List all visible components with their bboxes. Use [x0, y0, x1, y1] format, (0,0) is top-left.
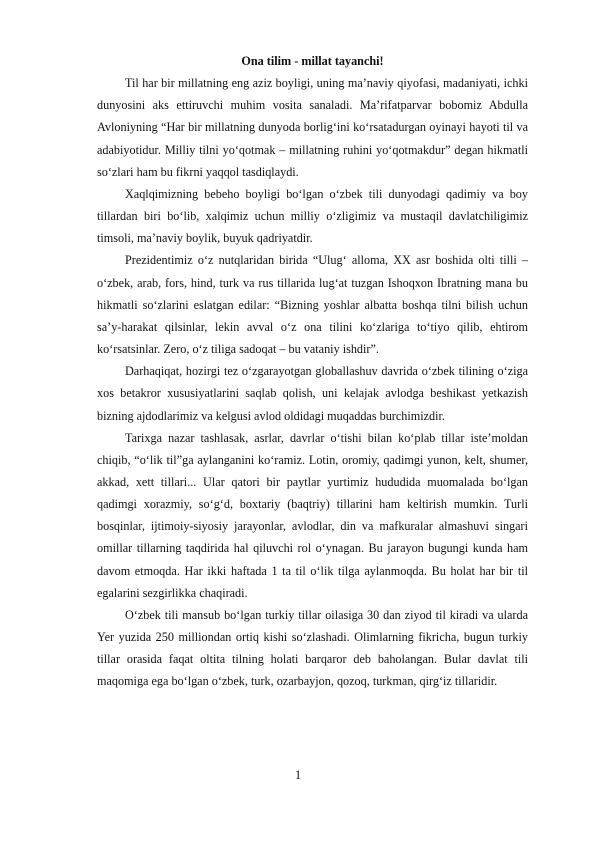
- document-page: [97, 50, 528, 693]
- paragraph-2: Xaqlqimizning bebeho boyligi bo‘lgan o‘zbek tili dunyodagi qadimiy va boy tillardan biri bo‘lib, xalqimiz uchun milliy o‘zligimiz va mustaqil davlatchiligimiz timsoli, ma’naviy boylik, buyuk qadriyatdir.: [97, 186, 528, 246]
- paragraph-3: Prezidentimiz o‘z nutqlaridan birida “Ulug‘ alloma, XX asr boshida olti tilli – o‘zbek, arab, fors, hind, turk va rus tillarida lug‘at tuzgan Ishoqxon Ibratning mana bu hikmatli so‘zlarini eslatgan edilar: “Bizning yoshlar albatta boshqa tilni bilish uchun sa’y-harakat qilsinlar, lekin avval o‘z ona tilini ko‘zlariga to‘tiyo qilib, ehtirom ko‘rsatsinlar. Zero, o‘z tiliga sadoqat – bu vataniy ishdir”.: [97, 253, 528, 357]
- page-number: 1: [294, 768, 302, 782]
- paragraph-5: Tarixga nazar tashlasak, asrlar, davrlar o‘tishi bilan ko‘plab tillar iste’moldan chiqib, “o‘lik til”ga aylanganini ko‘ramiz. Lotin, oromiy, qadimgi yunon, kelt, shumer, akkad, xett tillari... Ular qatori bir paytlar yurtimiz hududida muomalada bo‘lgan qadimgi xorazmiy, so‘g‘d, boxtariy (baqtriy) tillarini ham keltirish mumkin. Turli bosqinlar, ijtimoiy-siyosiy jarayonlar, avlodlar, din va mafkuralar almashuvi singari omillar tillarning taqdirida hal qiluvchi rol o‘ynagan. Bu jarayon bugungi kunda ham davom etmoqda. Har ikki haftada 1 ta til o‘lik tilga aylanmoqda. Bu holat har bir til egalarini sezgirlikka chaqiradi.: [97, 430, 528, 600]
- paragraph-6: O‘zbek tili mansub bo‘lgan turkiy tillar oilasiga 30 dan ziyod til kiradi va ularda Yer yuzida 250 milliondan ortiq kishi so‘zlashadi. Olimlarning fikricha, bugun turkiy tillar orasida faqat oltita tilning holati barqaror deb baholangan. Bular davlat tili maqomiga ega bo‘lgan o‘zbek, turk, ozarbayjon, qozoq, turkman, qirg‘iz tillaridir.: [97, 607, 528, 689]
- document-title: Ona tilim - millat tayanchi!: [241, 54, 384, 68]
- paragraph-4: Darhaqiqat, hozirgi tez o‘zgarayotgan globallashuv davrida o‘zbek tilining o‘ziga xos betakror xususiyatlarini saqlab qolish, uni kelajak avlodga beshikast yetkazish bizning ajdodlarimiz va kelgusi avlod oldidagi muqaddas burchimizdir.: [97, 364, 528, 423]
- paragraph-1: Til har bir millatning eng aziz boyligi, uning ma’naviy qiyofasi, madaniyati, ichki dunyosini aks ettiruvchi muhim vosita sanaladi. Ma’rifatparvar bobomiz Abdulla Avloniyning “Har bir millatning dunyoda borlig‘ini ko‘rsatadurgan oyinayi hayoti til va adabiyotidur. Milliy tilni yo‘qotmak – millatning ruhini yo‘qotmakdur” degan hikmatli so‘zlari ham bu fikrni yaqqol tasdiqlaydi.: [97, 76, 528, 179]
